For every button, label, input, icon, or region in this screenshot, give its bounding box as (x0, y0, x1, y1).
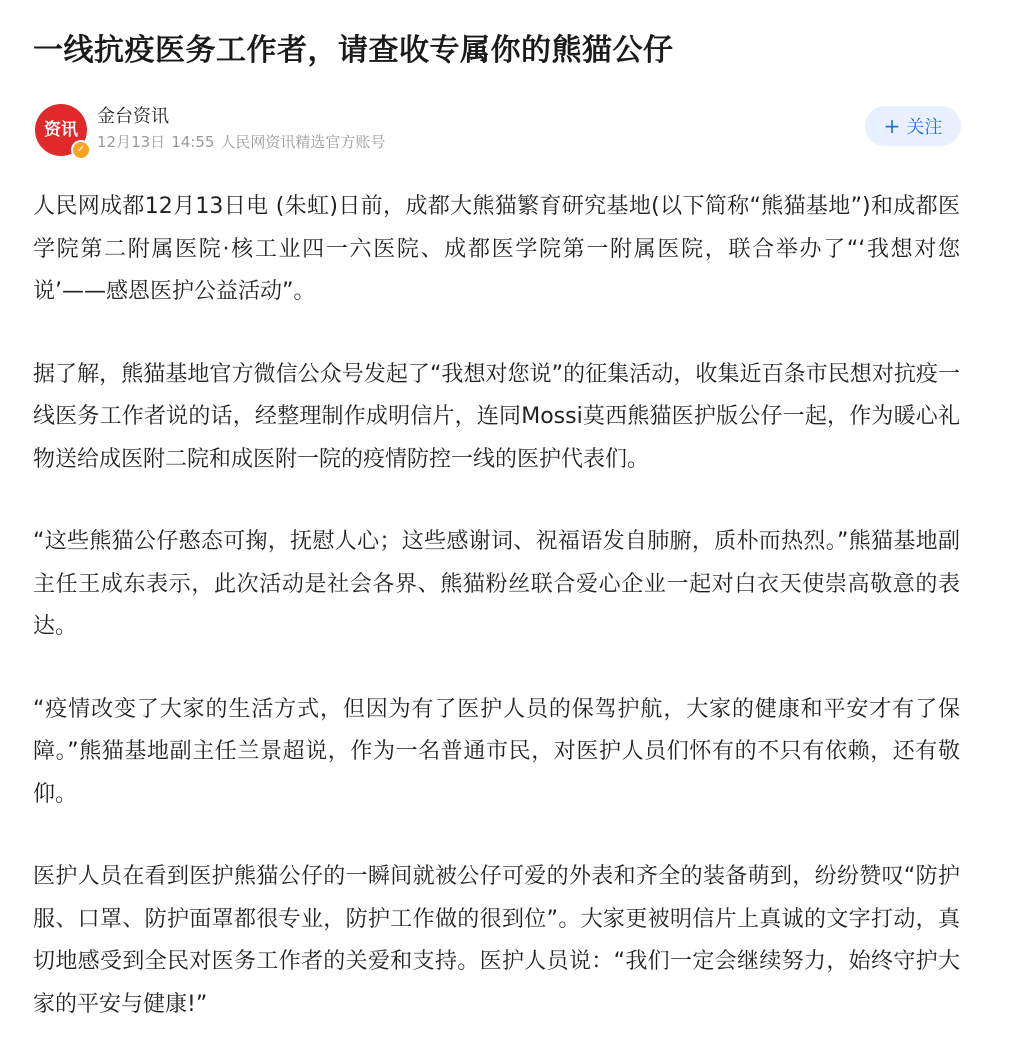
paragraph: “疫情改变了大家的生活方式，但因为有了医护人员的保驾护航，大家的健康和平安才有了保障。”熊猫基地副主任兰景超说，作为一名普通市民，对医护人员们怀有的不只有依赖，还有敬仰。 (33, 696, 960, 807)
article-title: 一线抗疫医务工作者，请查收专属你的熊猫公仔 (33, 33, 674, 68)
follow-label: 关注 (906, 117, 943, 138)
author-row (33, 100, 960, 156)
paragraph: 医护人员在看到医护熊猫公仔的一瞬间就被公仔可爱的外表和齐全的装备萌到，纷纷赞叹“防护服、口罩、防护面罩都很专业，防护工作做的很到位”。大家更被明信片上真诚的文字打动，真切地感受到全民对医务工作者的关爱和支持。医护人员说：“我们一定会继续努力，始终守护大家的平安与健康!” (33, 864, 960, 1017)
author-meta (97, 132, 391, 152)
follow-button[interactable] (865, 106, 961, 146)
check-badge-icon: ✓ (71, 140, 91, 160)
article-body (33, 186, 960, 1026)
plus-icon: + (883, 114, 901, 138)
paragraph: 据了解，熊猫基地官方微信公众号发起了“我想对您说”的征集活动，收集近百条市民想对抗疫一线医务工作者说的话，经整理制作成明信片，连同Mossi莫西熊猫医护版公仔一起，作为暖心礼物送给成医附二院和成医附一院的疫情防控一线的医护代表们。 (33, 361, 960, 472)
paragraph: 人民网成都12月13日电 (朱虹)日前，成都大熊猫繁育研究基地(以下简称“熊猫基地”)和成都医学院第二附属医院·核工业四一六医院、成都医学院第一附属医院，联合举办了“‘我想对您说’——感恩医护公益活动”。 (33, 194, 960, 304)
author-avatar[interactable]: 资讯 (35, 104, 87, 156)
publish-date: 12月13日 (97, 133, 166, 151)
author-source: 人民网资讯精选官方账号 (220, 133, 386, 151)
author-name[interactable]: 金台资讯 (97, 106, 169, 127)
paragraph: “这些熊猫公仔憨态可掬，抚慰人心；这些感谢词、祝福语发自肺腑，质朴而热烈。”熊猫基地副主任王成东表示，此次活动是社会各界、熊猫粉丝联合爱心企业一起对白衣天使崇高敬意的表达。 (33, 529, 960, 639)
publish-time: 14:55 (171, 133, 215, 151)
